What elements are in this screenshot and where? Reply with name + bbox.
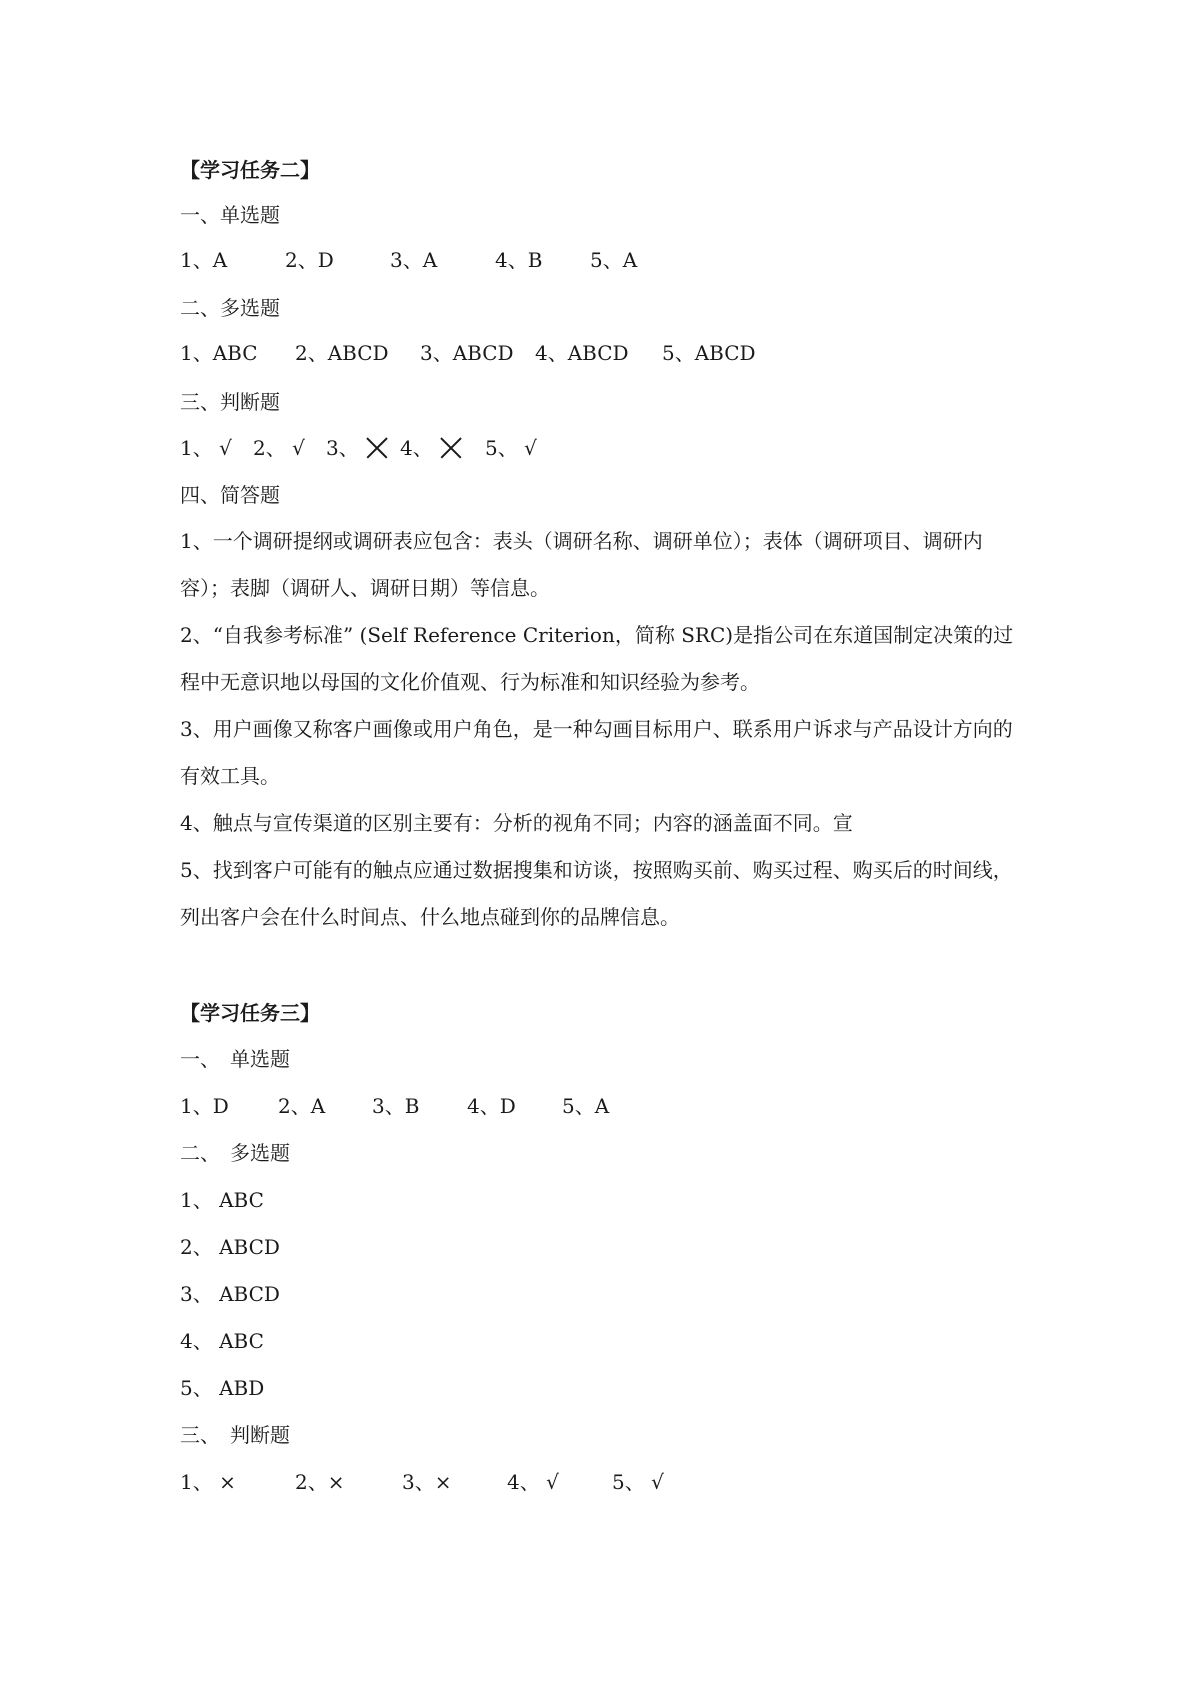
task2-title: 【学习任务二】 — [180, 158, 320, 182]
answer-number: 4、 — [400, 436, 433, 460]
task2-multi-choice-heading: 二、多选题 — [180, 296, 280, 320]
answer-item — [180, 436, 232, 460]
check-mark: √ — [524, 436, 537, 460]
answer-item: 2、ABCD — [295, 341, 389, 365]
answer-number: 5、 — [485, 436, 518, 460]
answer-item: 1、 × — [180, 1470, 236, 1494]
cross-mark-icon — [439, 437, 461, 459]
short-answer-item: 3、用户画像又称客户画像或用户角色，是一种勾画目标用户、联系用户诉求与产品设计方向的有效工具。 — [180, 717, 1013, 788]
answer-item: 5、A — [562, 1094, 610, 1118]
answer-item: 1、 ABC — [180, 1188, 264, 1212]
answer-item — [485, 436, 537, 460]
answer-item: 2、A — [278, 1094, 326, 1118]
cross-mark-icon — [365, 437, 387, 459]
answer-item: 4、 √ — [507, 1470, 559, 1494]
answer-item: 4、ABCD — [535, 341, 629, 365]
answer-item: 2、D — [285, 248, 334, 272]
task2-short-answer-heading: 四、简答题 — [180, 483, 280, 507]
answer-item: 3、× — [402, 1470, 452, 1494]
answer-number: 3、 — [326, 436, 359, 460]
short-answer-item: 1、一个调研提纲或调研表应包含：表头（调研名称、调研单位）；表体（调研项目、调研内容）；表脚（调研人、调研日期）等信息。 — [180, 529, 983, 600]
answer-item: 5、A — [590, 248, 638, 272]
answer-item: 3、 ABCD — [180, 1282, 280, 1306]
task3-single-choice-heading: 一、 单选题 — [180, 1047, 290, 1071]
answer-item: 1、D — [180, 1094, 229, 1118]
check-mark: √ — [219, 436, 232, 460]
answer-item: 5、 √ — [612, 1470, 664, 1494]
answer-item: 2、× — [295, 1470, 345, 1494]
answer-item — [326, 436, 387, 460]
answer-item — [400, 436, 461, 460]
short-answer-item: 4、触点与宣传渠道的区别主要有：分析的视角不同；内容的涵盖面不同。宣 — [180, 811, 853, 835]
answer-item: 4、D — [467, 1094, 516, 1118]
task3-multi-choice-heading: 二、 多选题 — [180, 1141, 290, 1165]
answer-item: 2、 ABCD — [180, 1235, 280, 1259]
answer-item — [253, 436, 305, 460]
check-mark: √ — [292, 436, 305, 460]
short-answer-item: 2、“自我参考标准” (Self Reference Criterion，简称 SRC)是指公司在东道国制定决策的过程中无意识地以母国的文化价值观、行为标准和知识经验为参考。 — [180, 623, 1014, 694]
answer-item: 3、B — [372, 1094, 420, 1118]
short-answer-item: 5、找到客户可能有的触点应通过数据搜集和访谈，按照购买前、购买过程、购买后的时间线，列出客户会在什么时间点、什么地点碰到你的品牌信息。 — [180, 858, 1013, 929]
answer-item: 3、A — [390, 248, 438, 272]
answer-item: 1、ABC — [180, 341, 258, 365]
answer-number: 2、 — [253, 436, 286, 460]
task3-judgement-heading: 三、 判断题 — [180, 1423, 290, 1447]
answer-item: 5、ABCD — [662, 341, 756, 365]
answer-item: 4、B — [495, 248, 543, 272]
task2-single-choice-heading: 一、单选题 — [180, 203, 280, 227]
answer-item: 3、ABCD — [420, 341, 514, 365]
answer-item: 5、 ABD — [180, 1376, 265, 1400]
answer-item: 1、A — [180, 248, 228, 272]
answer-number: 1、 — [180, 436, 213, 460]
answer-item: 4、 ABC — [180, 1329, 264, 1353]
task3-title: 【学习任务三】 — [180, 1001, 320, 1025]
task2-judgement-heading: 三、判断题 — [180, 390, 280, 414]
